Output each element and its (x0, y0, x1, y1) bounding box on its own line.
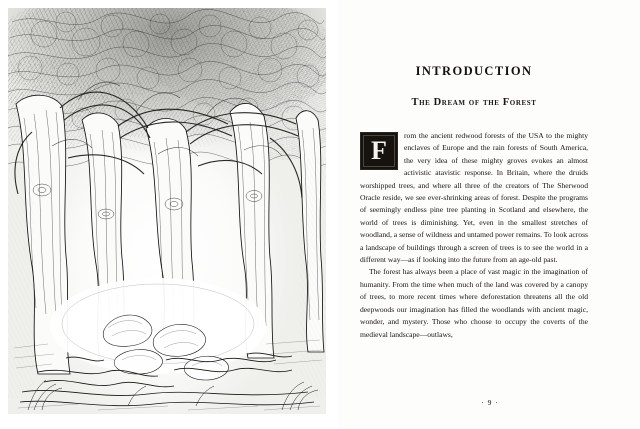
paragraph-2: The forest has always been a place of vast magic in the imagination of humanity. From the time when much of the land was covered by a canopy of trees, to more recent times where deforestation threatens all the old deepwoods our imagination has filled the woodlands with ancient magic, wonder, and mystery. Those who choose to occupy the coverts of the medieval landscape—outlaws, (360, 267, 588, 339)
forest-illustration (8, 8, 326, 414)
text-column (360, 64, 588, 341)
drop-cap (360, 132, 398, 170)
paragraph-1: rom the ancient redwood forests of the USA to the mighty enclaves of Europe and the rain forests of South America, the very idea of these mighty groves evokes an almost activistic atavistic response. In Britain, where the druids worshipped trees, and where all three of the creators of The Sherwood Oracle reside, we see ever-shrinking areas of forest. Despite the programs of seemingly endless pine tree planting in Scotland and elsewhere, the world of trees is diminishing. Yet, even in the smallest stretches of woodland, a sense of wildness and untamed power remains. To look across a landscape of buildings through a screen of trees is to see the world in a different way—as if looking into the future from an age-old past. (360, 131, 588, 265)
drop-cap-letter: F (371, 136, 387, 165)
right-page (340, 0, 640, 429)
chapter-subtitle: The Dream of the Forest (411, 97, 537, 108)
chapter-title: INTRODUCTION (415, 64, 533, 78)
page-number: · 9 · (481, 398, 499, 407)
body-text (360, 130, 588, 341)
